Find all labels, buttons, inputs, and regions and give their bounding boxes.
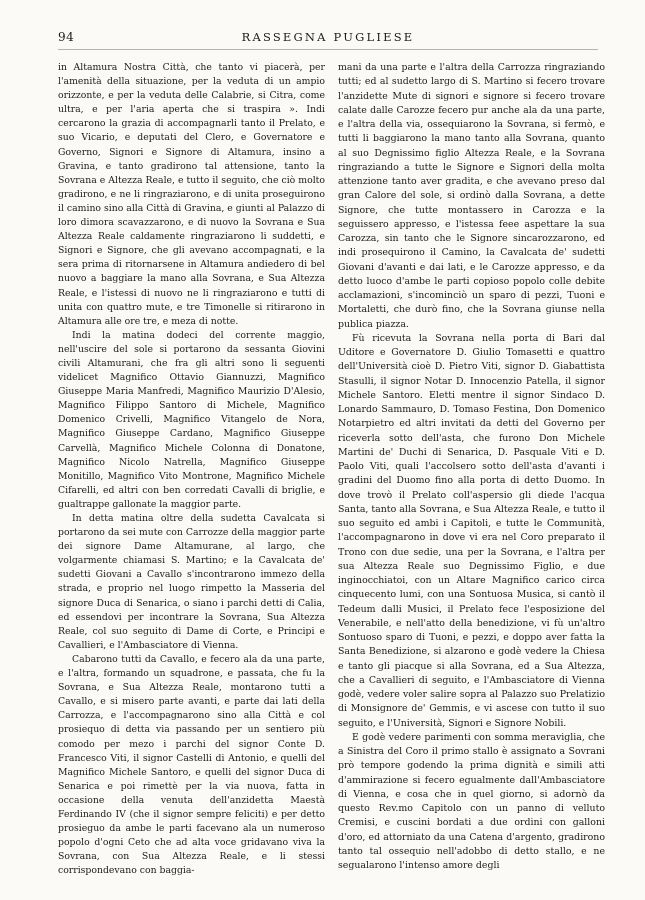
header-rule xyxy=(58,49,598,50)
left-column xyxy=(58,61,325,878)
paragraph: Fù ricevuta la Sovrana nella porta di Bari dal Uditore e Governatore D. Giulio Tomasetti e quattro dell'Università cioè D. Pietro Viti, signor D. Giabattista Stasulli, il signor Notar D. Innocenzio Patella, il signor Michele Santoro. Eletti mentre il signor Sindaco D. Lonardo Sammauro, D. Tomaso Festina, Don Domenico Notarpietro ed altri invitati da detti del Governo per riceverla sotto dell'asta, che furono Don Michele Martini de' Duchi di Senarica, D. Pasquale Viti e D. Paolo Viti, quali l'accolsero sotto dell'asta d'avanti i gradini del Duomo fino alla porta di detto Duomo. In dove trovò il Prelato coll'aspersio gli diede l'acqua Santa, tanto alla Sovrana, e Sua Altezza Reale, e tutto il suo seguito ed ambi i Capitoli, e tutte le Communità, l'accompagnarono in dove vi era nel Coro preparato il Trono con due sedie, una per la Sovrana, e l'altra per sua Altezza Reale suo Degnissimo Figlio, e due inginocchiatoi, con un Altare Magnifico carico circa cinquecento lumi, con una Sontuosa Musica, si cantò il Tedeum dalli Musici, il Prelato fece l'esposizione del Venerabile, e nell'atto della benedizione, vi fù un'altro Sontuoso sparo di Tuoni, e pezzi, e doppo aver fatta la Santa Benedizione, si alzarono e godè vedere la Chiesa e tanto gli piacque si alla Sovrana, ed a Sua Altezza, che a Cavallieri di seguito, e l'Ambasciatore di Vienna godè, vedere voler salire sopra al Palazzo suo Prelatizio di Monsignore de' Gemmis, e vi ascese con tutto il suo seguito, e l'Università, Signori e Signore Nobili. xyxy=(338,332,605,729)
paragraph: E godè vedere parimenti con somma meraviglia, che a Sinistra del Coro il primo stallo è assignato a Sovrani prò tempore godendo la prima dignità e simili atti d'ammirazione si fecero egualmente dall'Ambasciatore di Vienna, e cosa che in quel giorno, si adornò da questo Rev.mo Capitolo con un panno di velluto Cremisi, e cuscini bordati a due ordini con galloni d'oro, ed attorniato da una Catena d'argento, gradirono tanto tal ossequio nell'adobbo di detto stallo, e ne segualarono l'intenso amore degli xyxy=(338,731,605,871)
paragraph: Indi la matina dodeci del corrente maggio, nell'uscire del sole si portarono da sessanta Giovini civili Altamurani, che fra gli altri sono li seguenti videlicet Magnifico Ottavio Giannuzzi, Magnifico Giuseppe Maria Manfredi, Magnifico Maurizio D'Alesio, Magnifico Filippo Santoro di Michele, Magnifico Domenico Crivelli, Magnifico Vitangelo de Nora, Magnifico Giuseppe Cardano, Magnifico Giuseppe Carvellà, Magnifico Michele Colonna di Donatone, Magnifico Nicolo Natrella, Magnifico Giuseppe Monitillo, Magnifico Vito Montrone, Magnifico Michele Cifarelli, ed altri con ben corredati Cavalli di briglie, e gualtrappe gallonate la maggior parte. xyxy=(58,329,325,510)
paragraph: Cabarono tutti da Cavallo, e fecero ala da una parte, e l'altra, formando un squadrone, e passata, che fu la Sovrana, e Sua Altezza Reale, montarono tutti a Cavallo, e si misero parte avanti, e parte dai lati della Carrozza, e l'accompagnarono sino alla Città e col prosiequo di detta via passando per un sentiero più comodo per mezo i parchi del signor Conte D. Francesco Viti, il signor Castelli di Antonio, e quelli del Magnifico Michele Santoro, e quelli del signor Duca di Senarica e poi rimettè per la via nuova, fatta in occasione della venuta dell'anzidetta Maestà Ferdinando IV (che il signor sempre feliciti) e per detto prosieguo da ambe le parti facevano ala un numeroso popolo d'ogni Ceto che ad alta voce gridavano viva la Sovrana, con Sua Altezza Reale, e li stessi corrispondevano con baggia- xyxy=(58,653,325,877)
paragraph: in Altamura Nostra Città, che tanto vi piacerà, per l'amenità della situazione, per la veduta di un ampio orizzonte, e per la veduta delle Calabrie, si Citra, come ultra, e per l'aria aperta che si traspira ». Indi cercarono la grazia di accompagnarli tanto il Prelato, e suo Vicario, e deputati del Clero, e Governatore e Governo, Signori e Signore di Altamura, insino a Gravina, e tanto gradirono tal attensione, tanto la Sovrana e Altezza Reale, e tutto il seguito, che ciò molto gradirono, e ne li ringraziarono, e di unita proseguirono il camino sino alla Città di Gravina, e giunti al Palazzo di loro dimora scavazzarono, e di nuovo la Sovrana e Sua Altezza Reale caldamente ringraziarono li suddetti, e Signori e Signore, che gli avevano accompagnati, e la sera prima di ritornarsene in Altamura andiedero di bel nuovo a baggiare la mano alla Sovrana, e Sua Altezza Reale, e l'istessi di nuovo ne li ringraziarono e tutti di unita con quattro mute, e tre Timonelle si ritirarono in Altamura alle ore tre, e meza di notte. xyxy=(58,62,325,327)
page-number: 94 xyxy=(58,30,75,44)
paragraph: In detta matina oltre della sudetta Cavalcata si portarono da sei mute con Carrozze della maggior parte dei signore Dame Altamurane, al largo, che volgarmente chiamasi S. Martino; e la Cavalcata de' sudetti Giovani a Cavallo s'incontrarono immezo della strada, e proprio nel luogo rimpetto la Masseria del signore Duca di Senarica, o siano i parchi detti di Calia, ed essendovi per incontrare la Sovrana, Sua Altezza Reale, col suo seguito di Dame di Corte, e Principi e Cavallieri, e l'Ambasciatore di Vienna. xyxy=(58,513,325,651)
running-title: RASSEGNA PUGLIESE xyxy=(241,30,415,44)
page-header xyxy=(58,30,598,46)
paragraph: mani da una parte e l'altra della Carrozza ringraziando tutti; ed al sudetto largo di S. Martino si fecero trovare l'anzidette Mute di signori e signore si fecero trovare calate dalle Carozze fecero pur anche ala da una parte, e l'altra della via, ossequiarono la Sovrana, si fermò, e tutti li baggiarono la mano tanto alla Sovrana, quanto al suo Degnissimo figlio Altezza Reale, e la Sovrana ringraziando a tutte le Signore e Signori della molta attenzione tanto aver gradita, e che avevano preso dal gran Calore del sole, si ordinò dalla Sovrana, a dette Signore, che tutte montassero in Carozza e la seguissero appresso, e l'istessa feee aspettare la sua Carozza, sin tanto che le Signore sincarozzarono, ed indi prosequirono il Camino, la Cavalcata de' sudetti Giovani d'avanti e dai lati, e le Carozze appresso, e da detto luoco d'ambe le parti copioso popolo colle debite acclamazioni, s'incominciò un sparo di pezzi, Tuoni e Mortaletti, che durò fino, che la Sovrana giunse nella publica piazza. xyxy=(338,62,605,330)
right-column xyxy=(338,61,605,873)
